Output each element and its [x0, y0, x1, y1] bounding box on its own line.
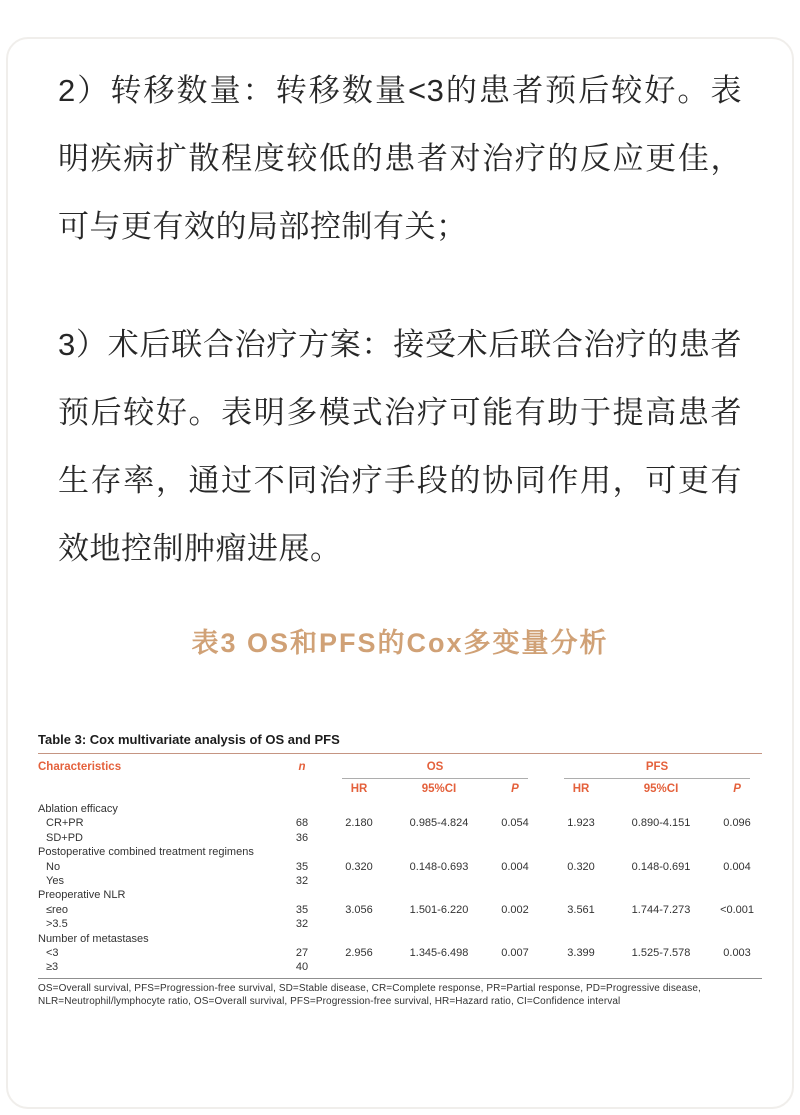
header-pfs-ci: 95%CI: [643, 783, 679, 795]
os-p: 0.002: [501, 903, 529, 916]
os-ci: [388, 888, 490, 902]
row-label: No: [46, 860, 61, 873]
pfs-ci: [610, 917, 712, 931]
os-hr: [330, 932, 388, 946]
os-p: 0.007: [501, 947, 529, 960]
table-header-row-groups: [38, 756, 762, 779]
spacer-cell: [540, 802, 552, 816]
pfs-ci: [610, 845, 712, 859]
pfs-p: [712, 874, 762, 888]
spacer-cell: [540, 816, 552, 830]
pfs-p: 0.003: [723, 947, 751, 960]
header-characteristics: Characteristics: [38, 761, 122, 773]
pfs-ci: [610, 960, 712, 974]
row-label: Ablation efficacy: [38, 803, 118, 815]
table-row: [38, 960, 762, 974]
pfs-hr: [552, 917, 610, 931]
pfs-hr: [552, 960, 610, 974]
os-ci: [388, 802, 490, 816]
table-row: [38, 860, 762, 874]
spacer-cell: [540, 946, 552, 960]
row-label: <3: [46, 947, 59, 960]
pfs-ci: [610, 888, 712, 902]
os-hr: 3.056: [345, 903, 373, 916]
n-value: 35: [295, 860, 309, 873]
os-hr: [330, 917, 388, 931]
row-label: Yes: [46, 875, 64, 888]
pfs-ci: [610, 874, 712, 888]
table-row: [38, 917, 762, 931]
table-row: [38, 946, 762, 960]
paragraph-postop-treatment: 3）术后联合治疗方案：接受术后联合治疗的患者预后较好。表明多模式治疗可能有助于提高患者生存率，通过不同治疗手段的协同作用，可更有效地控制肿瘤进展。: [58, 327, 742, 566]
pfs-p: [712, 917, 762, 931]
os-ci: [388, 917, 490, 931]
n-value: 35: [295, 903, 309, 916]
pfs-p: 0.096: [723, 817, 751, 830]
pfs-hr: 3.561: [567, 903, 595, 916]
os-ci: [388, 932, 490, 946]
os-ci: 0.148-0.693: [409, 860, 469, 873]
pfs-p: [712, 932, 762, 946]
n-value: 32: [295, 918, 309, 931]
pfs-hr: 3.399: [567, 947, 595, 960]
header-pfs-hr: HR: [572, 783, 590, 795]
n-value: [274, 845, 330, 859]
n-value: 32: [295, 875, 309, 888]
table-row: [38, 831, 762, 845]
pfs-p: [712, 888, 762, 902]
table-group-row: [38, 888, 762, 902]
pfs-hr: [552, 932, 610, 946]
os-ci: 1.501-6.220: [409, 903, 469, 916]
spacer-cell: [540, 903, 552, 917]
os-ci: [388, 960, 490, 974]
table-section-title: 表3 OS和PFS的Cox多变量分析: [191, 628, 609, 658]
pfs-p: [712, 802, 762, 816]
table-bottom-rule: [38, 978, 762, 979]
table-group-row: [38, 845, 762, 859]
pfs-hr: [552, 874, 610, 888]
pfs-ci: [610, 932, 712, 946]
pfs-ci: 1.525-7.578: [631, 947, 691, 960]
row-label: ≥3: [46, 961, 59, 974]
table-footnote-line-2: NLR=Neutrophil/lymphocyte ratio, OS=Overall survival, PFS=Progression-free survival, HR=Hazard ratio, CI=Confidence interval: [38, 996, 621, 1008]
cox-multivariate-table: [38, 756, 762, 975]
os-p: [490, 831, 540, 845]
spacer-cell: [540, 874, 552, 888]
os-hr: 2.180: [345, 817, 373, 830]
table-row: [38, 874, 762, 888]
os-hr: [330, 845, 388, 859]
os-p: 0.054: [501, 817, 529, 830]
spacer-cell: [540, 831, 552, 845]
os-hr: [330, 831, 388, 845]
spacer-cell: [540, 888, 552, 902]
pfs-p: [712, 960, 762, 974]
n-value: 68: [295, 817, 309, 830]
os-hr: [330, 874, 388, 888]
row-label: CR+PR: [46, 817, 84, 830]
os-ci: 1.345-6.498: [409, 947, 469, 960]
spacer-cell: [540, 860, 552, 874]
os-hr: [330, 802, 388, 816]
n-value: 40: [295, 961, 309, 974]
row-label: Postoperative combined treatment regimens: [38, 846, 254, 859]
os-p: [490, 802, 540, 816]
header-os-p: P: [511, 783, 519, 795]
pfs-p: [712, 845, 762, 859]
pfs-ci: [610, 802, 712, 816]
cox-table-block: [38, 732, 762, 1009]
document-page: [0, 31, 800, 1009]
os-p: [490, 960, 540, 974]
pfs-hr: 0.320: [567, 860, 595, 873]
pfs-hr: [552, 802, 610, 816]
os-p: [490, 932, 540, 946]
pfs-ci: 1.744-7.273: [631, 903, 691, 916]
header-os-hr: HR: [350, 783, 368, 795]
pfs-ci: [610, 831, 712, 845]
row-label: Preoperative NLR: [38, 889, 126, 902]
pfs-hr: [552, 831, 610, 845]
pfs-hr: 1.923: [567, 817, 595, 830]
n-value: 36: [295, 831, 309, 844]
row-label: SD+PD: [46, 831, 83, 844]
pfs-p: <0.001: [720, 903, 755, 916]
os-ci: [388, 831, 490, 845]
os-hr: [330, 888, 388, 902]
os-p: [490, 845, 540, 859]
n-value: [274, 888, 330, 902]
pfs-ci: 0.148-0.691: [631, 860, 691, 873]
os-p: [490, 874, 540, 888]
pfs-hr: [552, 845, 610, 859]
row-label: Number of metastases: [38, 932, 149, 945]
table-body: [38, 802, 762, 975]
os-p: 0.004: [501, 860, 529, 873]
table-group-row: [38, 932, 762, 946]
header-pfs-p: P: [733, 783, 741, 795]
header-group-pfs: PFS: [552, 756, 762, 779]
os-hr: 2.956: [345, 947, 373, 960]
spacer-cell: [540, 917, 552, 931]
spacer-cell: [540, 960, 552, 974]
n-value: [274, 802, 330, 816]
os-p: [490, 917, 540, 931]
table-row: [38, 903, 762, 917]
os-p: [490, 888, 540, 902]
pfs-hr: [552, 888, 610, 902]
n-value: 27: [295, 947, 309, 960]
n-value: [274, 932, 330, 946]
header-os-ci: 95%CI: [421, 783, 457, 795]
spacer-cell: [540, 932, 552, 946]
os-hr: 0.320: [345, 860, 373, 873]
row-label: ≤reo: [46, 903, 68, 916]
pfs-ci: 0.890-4.151: [631, 817, 691, 830]
spacer-cell: [540, 845, 552, 859]
os-ci: [388, 874, 490, 888]
row-label: >3.5: [46, 918, 68, 931]
header-group-os: OS: [330, 756, 540, 779]
os-ci: 0.985-4.824: [409, 817, 469, 830]
header-spacer: [540, 756, 552, 802]
table-row: [38, 816, 762, 830]
paragraph-metastasis-count: 2）转移数量：转移数量<3的患者预后较好。表明疾病扩散程度较低的患者对治疗的反应更佳，可与更有效的局部控制有关；: [58, 73, 742, 244]
pfs-p: 0.004: [723, 860, 751, 873]
os-ci: [388, 845, 490, 859]
table-footnote-line-1: OS=Overall survival, PFS=Progression-free survival, SD=Stable disease, CR=Complete response, PR=Partial response, PD=Progressive disease,: [38, 982, 701, 994]
header-n: n: [298, 761, 306, 773]
table-caption: Table 3: Cox multivariate analysis of OS and PFS: [38, 732, 762, 754]
pfs-p: [712, 831, 762, 845]
os-hr: [330, 960, 388, 974]
table-group-row: [38, 802, 762, 816]
